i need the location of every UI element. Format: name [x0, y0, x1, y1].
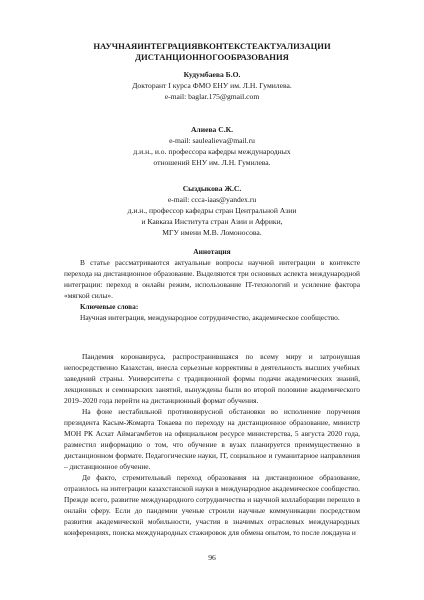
abstract-section [64, 246, 360, 323]
author-email: e-mail: ccca-iaas@yandex.ru [167, 195, 257, 204]
author-block-2 [30, 124, 394, 168]
author-affiliation: д.и.н., профессор кафедры стран Центральной Азии [127, 206, 297, 215]
page-number: 96 [208, 553, 216, 562]
author-block-3 [30, 183, 394, 238]
body-paragraph: Де факто, стремительный переход образования на дистанционное образование, отразилось на интеграции казахстанской науки в международное академическое сообщество. Прежде всего, развитие международного сотрудничества и научной коллаборации перешло в онлайн сферу. Если до пандемии ученые строили научные коммуникации посредством развития академической мобильности, участия в значимых отраслевых международных конференциях, поиска международных стажировок для обмена опытом, то после локдауна и [64, 473, 360, 537]
author-email: e-mail: saulealieva@mail.ru [169, 136, 255, 145]
author-email: e-mail: baglar.175@gmail.com [164, 92, 260, 101]
author-affiliation: Докторант I курса ФМО ЕНУ им. Л.Н. Гумилева. [132, 81, 292, 90]
author-affiliation: д.и.н., и.о. профессора кафедры международных [133, 147, 291, 156]
author-affiliation: отношений ЕНУ им. Л.Н. Гумилева. [153, 158, 271, 167]
body-paragraph: На фоне нестабильной противовирусной обстановки во исполнение поручения президента Касым-Жомарта Токаева по переходу на дистанционное образование, министр МОН РК Асхат Аймагамбетов на официальном ресурсе министерства, 5 августа 2020 года, разместил информацию о том, что обучение в вузах планируется преимущественно в дистанционном формате. Педагогические науки, IT, социальное и гуманитарное направления – дистанционное обучение. [64, 407, 360, 471]
author-affiliation: МГУ имени М.В. Ломоносова. [162, 228, 262, 237]
author-block-1 [30, 69, 394, 102]
abstract-text: В статье рассматриваются актуальные вопросы научной интеграции в контексте перехода на дистанционное образование. Выделяются три основных аспекта международной интеграции: переход в онлайн режим, использование IT-технологий и усиление фактора «мягкой силы». [64, 258, 360, 300]
keywords-text: Научная интеграция, международное сотрудничество, академическое сообщество. [80, 313, 340, 322]
abstract-heading: Аннотация [193, 247, 231, 256]
author-name: Сыздыкова Ж.С. [182, 184, 242, 193]
author-affiliation: и Кавказа Института стран Азии и Африки, [141, 217, 283, 226]
paper-title-line-2: ДИСТАНЦИОННОГООБРАЗОВАНИЯ [135, 52, 289, 62]
author-name: Кудумбаева Б.О. [183, 70, 241, 79]
keywords-label: Ключевые слова: [80, 302, 139, 311]
body-text [64, 351, 360, 538]
paper-title-line-1: НАУЧНАЯИНТЕГРАЦИЯВКОНТЕКСТЕАКТУАЛИЗАЦИИ [93, 41, 331, 51]
author-name: Алиева С.К. [190, 125, 234, 134]
paper-title [40, 41, 384, 63]
body-paragraph: Пандемия коронавируса, распространившаяся по всему миру и затронувшая непосредственно Казахстан, внесла серьезные коррективы в деятельность высших учебных заведений страны. Университеты с традиционной формы подачи академических знаний, лекционных и семинарских занятий, вынуждены были во второй половине академического 2019–2020 года перейти на дистанционный формат обучения. [64, 352, 360, 405]
